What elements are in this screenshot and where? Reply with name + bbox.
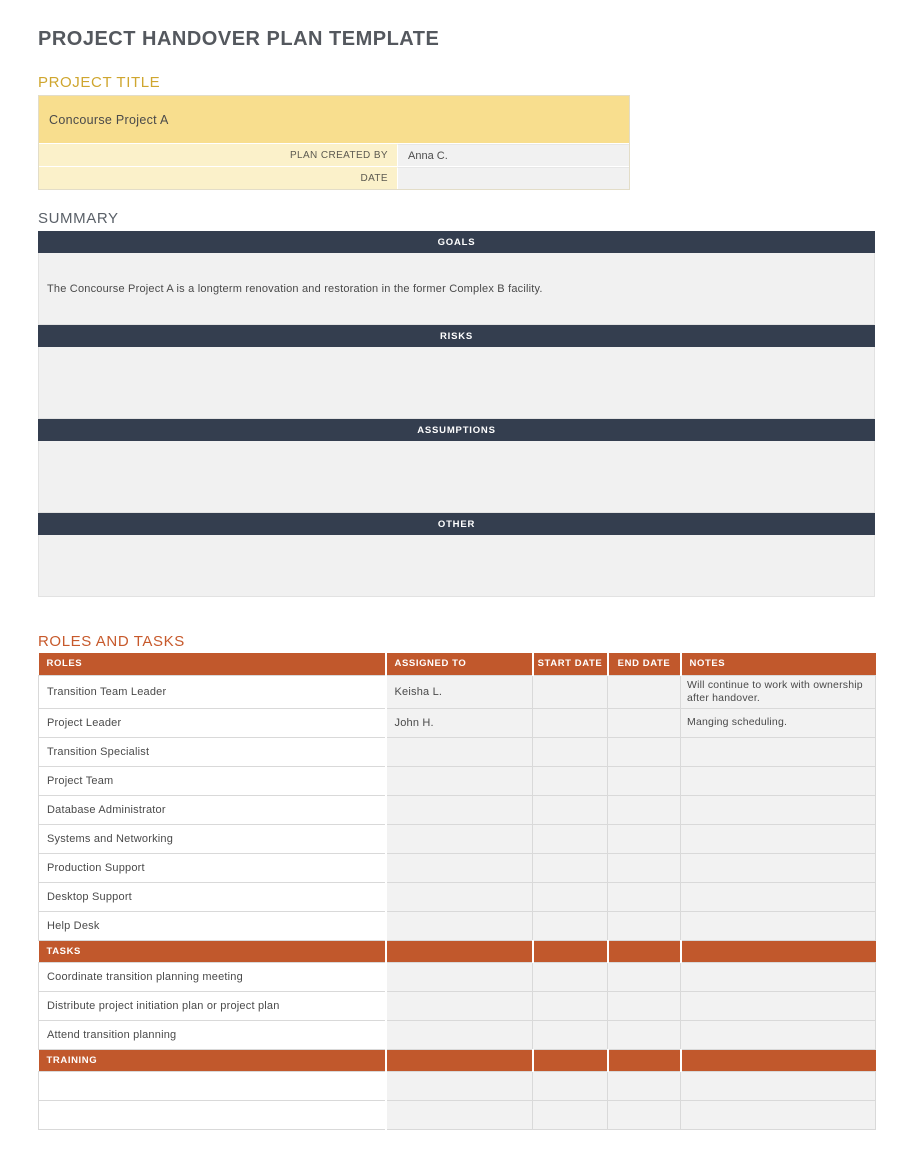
summary-bar-risks: RISKS bbox=[38, 325, 875, 347]
training-section-label: TRAINING bbox=[39, 1049, 386, 1071]
end-date-cell[interactable] bbox=[608, 795, 681, 824]
task-cell[interactable]: Attend transition planning bbox=[39, 1020, 386, 1049]
assigned-to-cell[interactable] bbox=[386, 911, 533, 940]
role-cell[interactable]: Help Desk bbox=[39, 911, 386, 940]
notes-cell[interactable]: Manging scheduling. bbox=[681, 708, 876, 737]
end-date-cell[interactable] bbox=[608, 708, 681, 737]
start-date-cell[interactable] bbox=[533, 708, 608, 737]
assigned-to-cell[interactable] bbox=[386, 991, 533, 1020]
end-date-cell[interactable] bbox=[608, 737, 681, 766]
page-title: PROJECT HANDOVER PLAN TEMPLATE bbox=[38, 28, 440, 50]
table-row bbox=[39, 708, 876, 737]
column-header-notes: NOTES bbox=[681, 653, 876, 675]
start-date-cell[interactable] bbox=[533, 1100, 608, 1129]
column-header-end-date: END DATE bbox=[608, 653, 681, 675]
notes-cell[interactable] bbox=[681, 853, 876, 882]
assigned-to-cell[interactable] bbox=[386, 824, 533, 853]
start-date-cell[interactable] bbox=[533, 675, 608, 708]
end-date-cell[interactable] bbox=[608, 675, 681, 708]
field-row-plan-created-by bbox=[39, 143, 629, 166]
table-row bbox=[39, 853, 876, 882]
summary-bar-goals: GOALS bbox=[38, 231, 875, 253]
roles-and-tasks-heading: ROLES AND TASKS bbox=[38, 633, 185, 650]
summary-bar-other: OTHER bbox=[38, 513, 875, 535]
role-cell[interactable]: Transition Specialist bbox=[39, 737, 386, 766]
section-row-tasks bbox=[39, 940, 876, 962]
end-date-cell[interactable] bbox=[608, 962, 681, 991]
tasks-section-label: TASKS bbox=[39, 940, 386, 962]
training-cell[interactable] bbox=[39, 1100, 386, 1129]
project-title-heading: PROJECT TITLE bbox=[38, 74, 161, 91]
notes-cell[interactable] bbox=[681, 991, 876, 1020]
end-date-cell[interactable] bbox=[608, 1020, 681, 1049]
training-cell[interactable] bbox=[39, 1071, 386, 1100]
roles-and-tasks-table bbox=[38, 653, 876, 1130]
table-row bbox=[39, 675, 876, 708]
table-row bbox=[39, 824, 876, 853]
end-date-cell[interactable] bbox=[608, 911, 681, 940]
notes-cell[interactable] bbox=[681, 1020, 876, 1049]
assigned-to-cell[interactable] bbox=[386, 795, 533, 824]
start-date-cell[interactable] bbox=[533, 824, 608, 853]
start-date-cell[interactable] bbox=[533, 795, 608, 824]
start-date-cell[interactable] bbox=[533, 911, 608, 940]
column-header-roles: ROLES bbox=[39, 653, 386, 675]
table-row bbox=[39, 795, 876, 824]
role-cell[interactable]: Systems and Networking bbox=[39, 824, 386, 853]
end-date-cell[interactable] bbox=[608, 1100, 681, 1129]
column-header-start-date: START DATE bbox=[533, 653, 608, 675]
notes-cell[interactable]: Will continue to work with ownership after handover. bbox=[681, 675, 876, 708]
start-date-cell[interactable] bbox=[533, 853, 608, 882]
table-row bbox=[39, 737, 876, 766]
table-row bbox=[39, 882, 876, 911]
section-row-training bbox=[39, 1049, 876, 1071]
end-date-cell[interactable] bbox=[608, 853, 681, 882]
role-cell[interactable]: Desktop Support bbox=[39, 882, 386, 911]
assigned-to-cell[interactable] bbox=[386, 962, 533, 991]
assigned-to-cell[interactable]: Keisha L. bbox=[386, 675, 533, 708]
assigned-to-cell[interactable]: John H. bbox=[386, 708, 533, 737]
notes-cell[interactable] bbox=[681, 1100, 876, 1129]
notes-cell[interactable] bbox=[681, 824, 876, 853]
table-row bbox=[39, 1071, 876, 1100]
role-cell[interactable]: Project Team bbox=[39, 766, 386, 795]
summary-content-goals[interactable]: The Concourse Project A is a longterm renovation and restoration in the former Complex B facility. bbox=[38, 253, 875, 325]
column-header-assigned-to: ASSIGNED TO bbox=[386, 653, 533, 675]
notes-cell[interactable] bbox=[681, 882, 876, 911]
start-date-cell[interactable] bbox=[533, 991, 608, 1020]
summary-content-other[interactable] bbox=[38, 535, 875, 597]
project-name-cell[interactable]: Concourse Project A bbox=[39, 96, 629, 143]
start-date-cell[interactable] bbox=[533, 1020, 608, 1049]
assigned-to-cell[interactable] bbox=[386, 1020, 533, 1049]
end-date-cell[interactable] bbox=[608, 991, 681, 1020]
notes-cell[interactable] bbox=[681, 911, 876, 940]
end-date-cell[interactable] bbox=[608, 1071, 681, 1100]
start-date-cell[interactable] bbox=[533, 737, 608, 766]
end-date-cell[interactable] bbox=[608, 882, 681, 911]
assigned-to-cell[interactable] bbox=[386, 853, 533, 882]
notes-cell[interactable] bbox=[681, 766, 876, 795]
table-row bbox=[39, 911, 876, 940]
field-row-date bbox=[39, 166, 629, 189]
notes-cell[interactable] bbox=[681, 1071, 876, 1100]
start-date-cell[interactable] bbox=[533, 882, 608, 911]
plan-created-by-label: PLAN CREATED BY bbox=[39, 144, 397, 166]
summary-content-assumptions[interactable] bbox=[38, 441, 875, 513]
date-value[interactable] bbox=[397, 167, 629, 189]
end-date-cell[interactable] bbox=[608, 824, 681, 853]
assigned-to-cell[interactable] bbox=[386, 1071, 533, 1100]
role-cell[interactable]: Project Leader bbox=[39, 708, 386, 737]
assigned-to-cell[interactable] bbox=[386, 882, 533, 911]
table-row bbox=[39, 766, 876, 795]
assigned-to-cell[interactable] bbox=[386, 737, 533, 766]
assigned-to-cell[interactable] bbox=[386, 1100, 533, 1129]
notes-cell[interactable] bbox=[681, 962, 876, 991]
start-date-cell[interactable] bbox=[533, 766, 608, 795]
role-cell[interactable]: Production Support bbox=[39, 853, 386, 882]
table-row bbox=[39, 962, 876, 991]
summary-bar-assumptions: ASSUMPTIONS bbox=[38, 419, 875, 441]
notes-cell[interactable] bbox=[681, 737, 876, 766]
project-title-block bbox=[38, 95, 630, 190]
role-cell[interactable]: Transition Team Leader bbox=[39, 675, 386, 708]
summary-heading: SUMMARY bbox=[38, 210, 119, 227]
assigned-to-cell[interactable] bbox=[386, 766, 533, 795]
summary-content-risks[interactable] bbox=[38, 347, 875, 419]
role-cell[interactable]: Database Administrator bbox=[39, 795, 386, 824]
summary-block bbox=[38, 231, 875, 597]
table-row bbox=[39, 1020, 876, 1049]
task-cell[interactable]: Distribute project initiation plan or project plan bbox=[39, 991, 386, 1020]
task-cell[interactable]: Coordinate transition planning meeting bbox=[39, 962, 386, 991]
end-date-cell[interactable] bbox=[608, 766, 681, 795]
date-label: DATE bbox=[39, 167, 397, 189]
table-row bbox=[39, 991, 876, 1020]
table-header-row bbox=[39, 653, 876, 675]
start-date-cell[interactable] bbox=[533, 1071, 608, 1100]
table-row bbox=[39, 1100, 876, 1129]
start-date-cell[interactable] bbox=[533, 962, 608, 991]
notes-cell[interactable] bbox=[681, 795, 876, 824]
plan-created-by-value[interactable]: Anna C. bbox=[397, 144, 629, 166]
